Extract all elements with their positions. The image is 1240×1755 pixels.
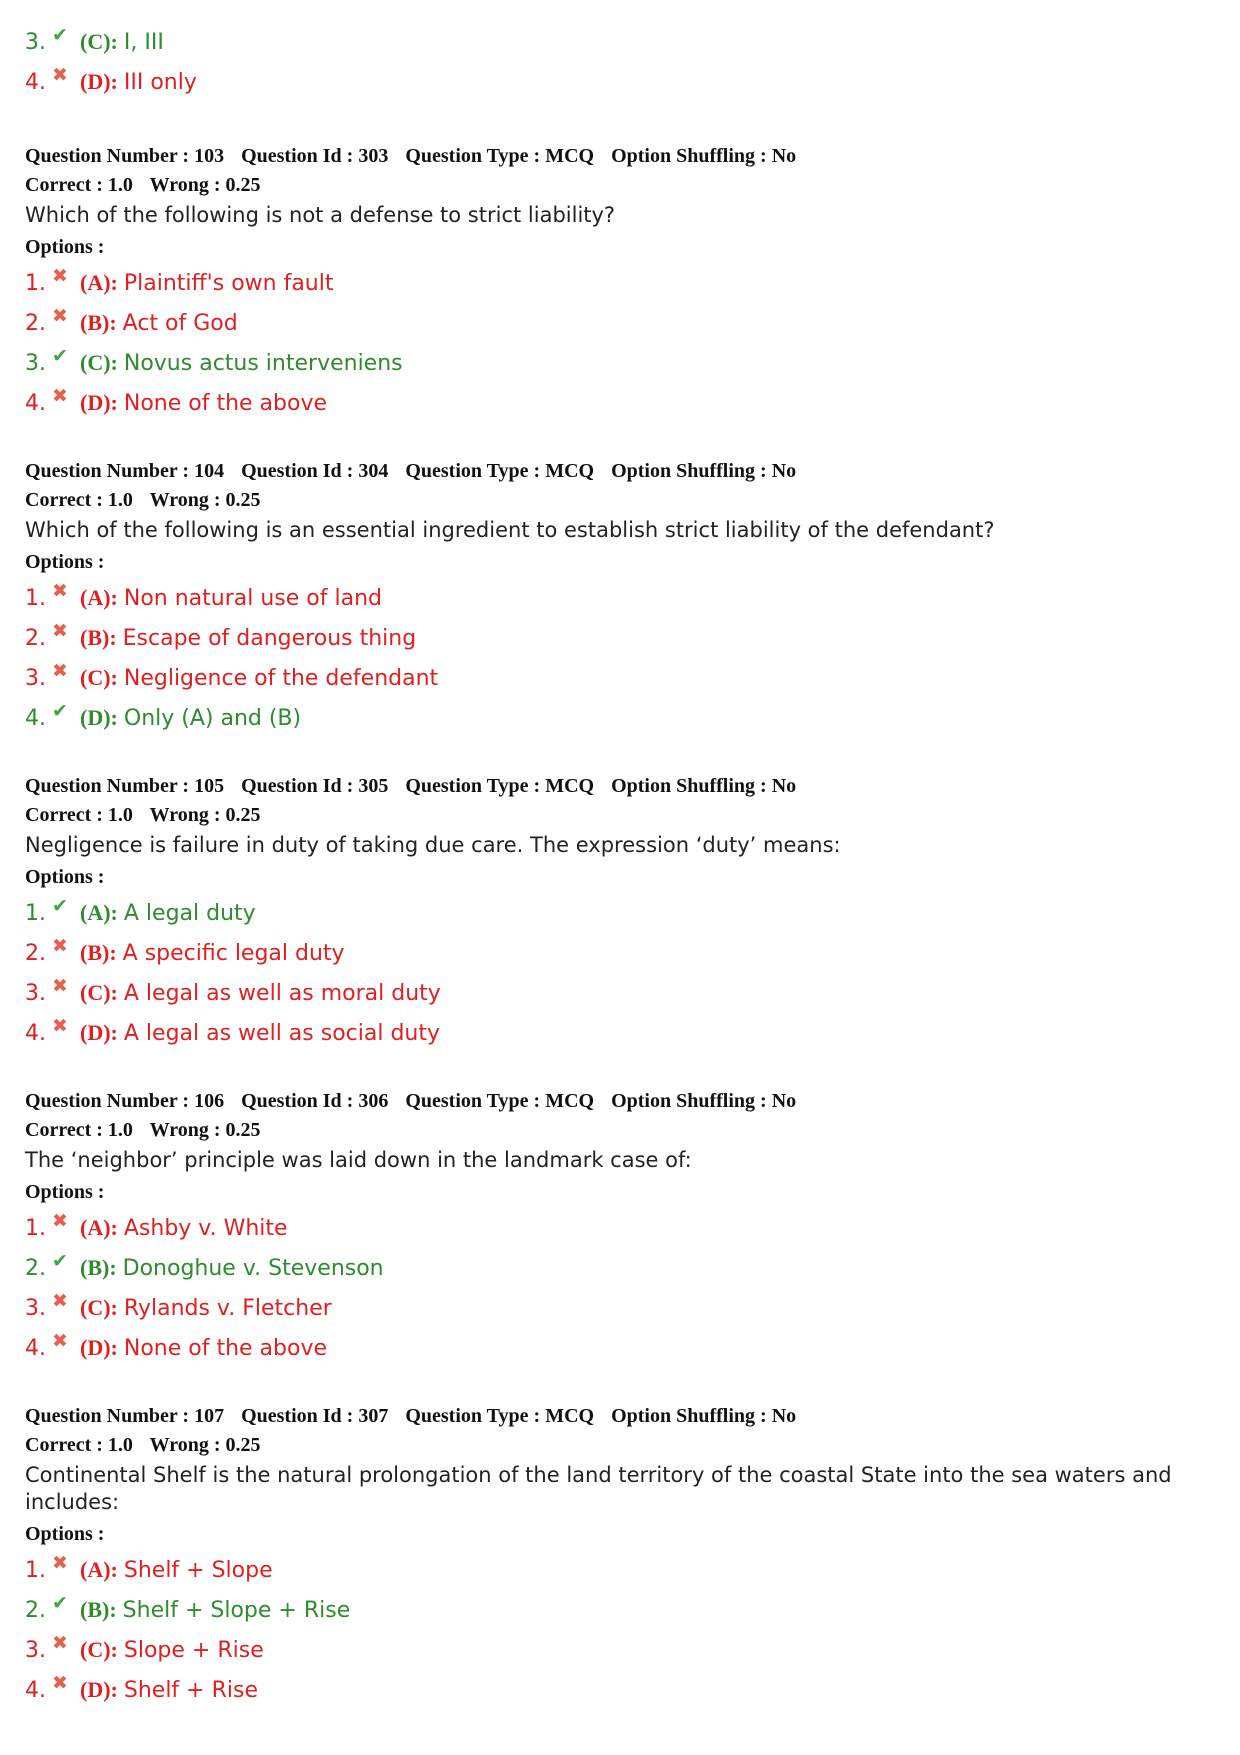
options-label: Options :: [25, 1523, 105, 1545]
cross-icon: ✖: [52, 975, 68, 997]
option-number: 4.: [25, 1677, 46, 1703]
question-block: [25, 1087, 1215, 1368]
option-text: A legal duty: [123, 900, 256, 926]
cross-icon: ✖: [52, 385, 68, 407]
question-text: Continental Shelf is the natural prolongation of the land territory of the coastal State into the sea waters and includes:: [25, 1463, 1172, 1514]
options-label: Options :: [25, 1181, 105, 1203]
option-letter: (B):: [80, 625, 117, 650]
option-shuffling: No: [771, 460, 797, 482]
option-number: 3.: [25, 980, 46, 1006]
cross-icon: ✖: [52, 265, 68, 287]
option-text: Shelf + Slope + Rise: [122, 1597, 351, 1623]
option-number: 3.: [25, 29, 46, 55]
option-text: Only (A) and (B): [123, 705, 302, 731]
marks-line: Correct : 1.0 Wrong : 0.25: [25, 1434, 261, 1456]
option-text: Ashby v. White: [123, 1215, 288, 1241]
question-id: 307: [358, 1405, 389, 1427]
option-letter: (C):: [80, 1637, 118, 1662]
question-block: [25, 1402, 1215, 1710]
option-number: 1.: [25, 270, 46, 296]
question-type: MCQ: [545, 145, 595, 167]
question-meta: Question Number : 103 Question Id : 303 Question Type : MCQ Option Shuffling : No: [25, 145, 797, 167]
option-text: Non natural use of land: [123, 585, 382, 611]
question-meta: Question Number : 105 Question Id : 305 Question Type : MCQ Option Shuffling : No: [25, 775, 797, 797]
option-row: [25, 263, 1215, 303]
cross-icon: ✖: [52, 1210, 68, 1232]
cross-icon: ✖: [52, 1632, 68, 1654]
cross-icon: ✖: [52, 620, 68, 642]
options-label: Options :: [25, 236, 105, 258]
option-row: [25, 1208, 1215, 1248]
wrong-marks: 0.25: [225, 1434, 261, 1456]
option-shuffling: No: [771, 145, 797, 167]
option-number: 4.: [25, 69, 46, 95]
option-number: 1.: [25, 1557, 46, 1583]
option-letter: (D):: [80, 390, 118, 415]
option-letter: (B):: [80, 940, 117, 965]
option-number: 1.: [25, 1215, 46, 1241]
option-letter: (B):: [80, 310, 117, 335]
check-icon: ✔: [52, 1592, 68, 1614]
cross-icon: ✖: [52, 1290, 68, 1312]
option-text: I, III: [123, 29, 164, 55]
question-block: [25, 142, 1215, 423]
option-number: 4.: [25, 705, 46, 731]
option-row: [25, 698, 1215, 738]
question-number: 106: [194, 1090, 225, 1112]
option-text: Act of God: [122, 310, 238, 336]
check-icon: ✔: [52, 700, 68, 722]
option-letter: (D):: [80, 1020, 118, 1045]
answer-key-page: [25, 22, 1215, 1710]
option-text: Escape of dangerous thing: [122, 625, 417, 651]
cross-icon: ✖: [52, 64, 68, 86]
option-text: Negligence of the defendant: [123, 665, 439, 691]
option-text: A legal as well as social duty: [123, 1020, 441, 1046]
option-letter: (C):: [80, 980, 118, 1005]
option-text: Shelf + Slope: [123, 1557, 273, 1583]
option-row: [25, 1288, 1215, 1328]
check-icon: ✔: [52, 24, 68, 46]
question-meta: Question Number : 106 Question Id : 306 Question Type : MCQ Option Shuffling : No: [25, 1090, 797, 1112]
option-letter: (B):: [80, 1597, 117, 1622]
option-row: [25, 933, 1215, 973]
option-text: A legal as well as moral duty: [123, 980, 441, 1006]
question-type: MCQ: [545, 460, 595, 482]
question-block: [25, 457, 1215, 738]
option-row: [25, 303, 1215, 343]
carryover-options: [25, 22, 1215, 102]
option-number: 2.: [25, 625, 46, 651]
option-row: [25, 62, 1215, 102]
question-number: 103: [194, 145, 225, 167]
option-text: Donoghue v. Stevenson: [122, 1255, 384, 1281]
question-number: 104: [194, 460, 225, 482]
question-meta: Question Number : 107 Question Id : 307 Question Type : MCQ Option Shuffling : No: [25, 1405, 797, 1427]
option-text: A specific legal duty: [122, 940, 345, 966]
option-letter: (A):: [80, 900, 118, 925]
wrong-marks: 0.25: [225, 174, 261, 196]
option-text: Plaintiff's own fault: [123, 270, 334, 296]
option-row: [25, 618, 1215, 658]
cross-icon: ✖: [52, 1015, 68, 1037]
option-letter: (A):: [80, 1215, 118, 1240]
option-letter: (A):: [80, 270, 118, 295]
cross-icon: ✖: [52, 1672, 68, 1694]
option-number: 4.: [25, 390, 46, 416]
option-row: [25, 383, 1215, 423]
marks-line: Correct : 1.0 Wrong : 0.25: [25, 489, 261, 511]
option-text: Shelf + Rise: [123, 1677, 258, 1703]
options-label: Options :: [25, 551, 105, 573]
question-text: Negligence is failure in duty of taking due care. The expression ‘duty’ means:: [25, 833, 841, 857]
option-text: Slope + Rise: [123, 1637, 264, 1663]
check-icon: ✔: [52, 345, 68, 367]
question-text: The ‘neighbor’ principle was laid down in the landmark case of:: [25, 1148, 692, 1172]
option-text: III only: [123, 69, 197, 95]
options-label: Options :: [25, 866, 105, 888]
option-number: 1.: [25, 585, 46, 611]
option-letter: (D):: [80, 1677, 118, 1702]
question-type: MCQ: [545, 775, 595, 797]
question-id: 305: [358, 775, 389, 797]
correct-marks: 1.0: [107, 174, 133, 196]
option-row: [25, 1590, 1215, 1630]
option-row: [25, 1630, 1215, 1670]
option-row: [25, 658, 1215, 698]
option-number: 3.: [25, 350, 46, 376]
cross-icon: ✖: [52, 1330, 68, 1352]
option-number: 3.: [25, 1295, 46, 1321]
question-number: 107: [194, 1405, 225, 1427]
option-letter: (A):: [80, 1557, 118, 1582]
option-text: Rylands v. Fletcher: [123, 1295, 332, 1321]
check-icon: ✔: [52, 895, 68, 917]
option-number: 2.: [25, 940, 46, 966]
question-block: [25, 772, 1215, 1053]
option-letter: (C):: [80, 29, 118, 54]
option-shuffling: No: [771, 1090, 797, 1112]
option-row: [25, 343, 1215, 383]
option-letter: (D):: [80, 705, 118, 730]
option-number: 4.: [25, 1020, 46, 1046]
option-number: 2.: [25, 1255, 46, 1281]
option-letter: (A):: [80, 585, 118, 610]
check-icon: ✔: [52, 1250, 68, 1272]
question-type: MCQ: [545, 1405, 595, 1427]
wrong-marks: 0.25: [225, 804, 261, 826]
option-letter: (C):: [80, 665, 118, 690]
cross-icon: ✖: [52, 1552, 68, 1574]
option-number: 3.: [25, 665, 46, 691]
question-type: MCQ: [545, 1090, 595, 1112]
question-text: Which of the following is an essential ingredient to establish strict liability of the defendant?: [25, 518, 995, 542]
option-number: 2.: [25, 1597, 46, 1623]
option-letter: (C):: [80, 350, 118, 375]
question-id: 303: [358, 145, 389, 167]
option-row: [25, 1013, 1215, 1053]
cross-icon: ✖: [52, 580, 68, 602]
option-row: [25, 973, 1215, 1013]
cross-icon: ✖: [52, 935, 68, 957]
correct-marks: 1.0: [107, 804, 133, 826]
option-letter: (C):: [80, 1295, 118, 1320]
correct-marks: 1.0: [107, 489, 133, 511]
option-text: None of the above: [123, 1335, 328, 1361]
option-row: [25, 1670, 1215, 1710]
correct-marks: 1.0: [107, 1119, 133, 1141]
option-letter: (B):: [80, 1255, 117, 1280]
cross-icon: ✖: [52, 305, 68, 327]
marks-line: Correct : 1.0 Wrong : 0.25: [25, 804, 261, 826]
option-row: [25, 22, 1215, 62]
wrong-marks: 0.25: [225, 1119, 261, 1141]
question-id: 306: [358, 1090, 389, 1112]
option-letter: (D):: [80, 69, 118, 94]
option-letter: (D):: [80, 1335, 118, 1360]
question-meta: Question Number : 104 Question Id : 304 Question Type : MCQ Option Shuffling : No: [25, 460, 797, 482]
option-number: 2.: [25, 310, 46, 336]
marks-line: Correct : 1.0 Wrong : 0.25: [25, 1119, 261, 1141]
option-text: Novus actus interveniens: [123, 350, 403, 376]
marks-line: Correct : 1.0 Wrong : 0.25: [25, 174, 261, 196]
option-text: None of the above: [123, 390, 328, 416]
option-row: [25, 893, 1215, 933]
question-id: 304: [358, 460, 389, 482]
question-number: 105: [194, 775, 225, 797]
option-row: [25, 1328, 1215, 1368]
cross-icon: ✖: [52, 660, 68, 682]
option-number: 4.: [25, 1335, 46, 1361]
option-row: [25, 578, 1215, 618]
option-shuffling: No: [771, 1405, 797, 1427]
option-shuffling: No: [771, 775, 797, 797]
option-number: 1.: [25, 900, 46, 926]
option-row: [25, 1550, 1215, 1590]
question-text: Which of the following is not a defense to strict liability?: [25, 203, 616, 227]
correct-marks: 1.0: [107, 1434, 133, 1456]
option-number: 3.: [25, 1637, 46, 1663]
option-row: [25, 1248, 1215, 1288]
wrong-marks: 0.25: [225, 489, 261, 511]
